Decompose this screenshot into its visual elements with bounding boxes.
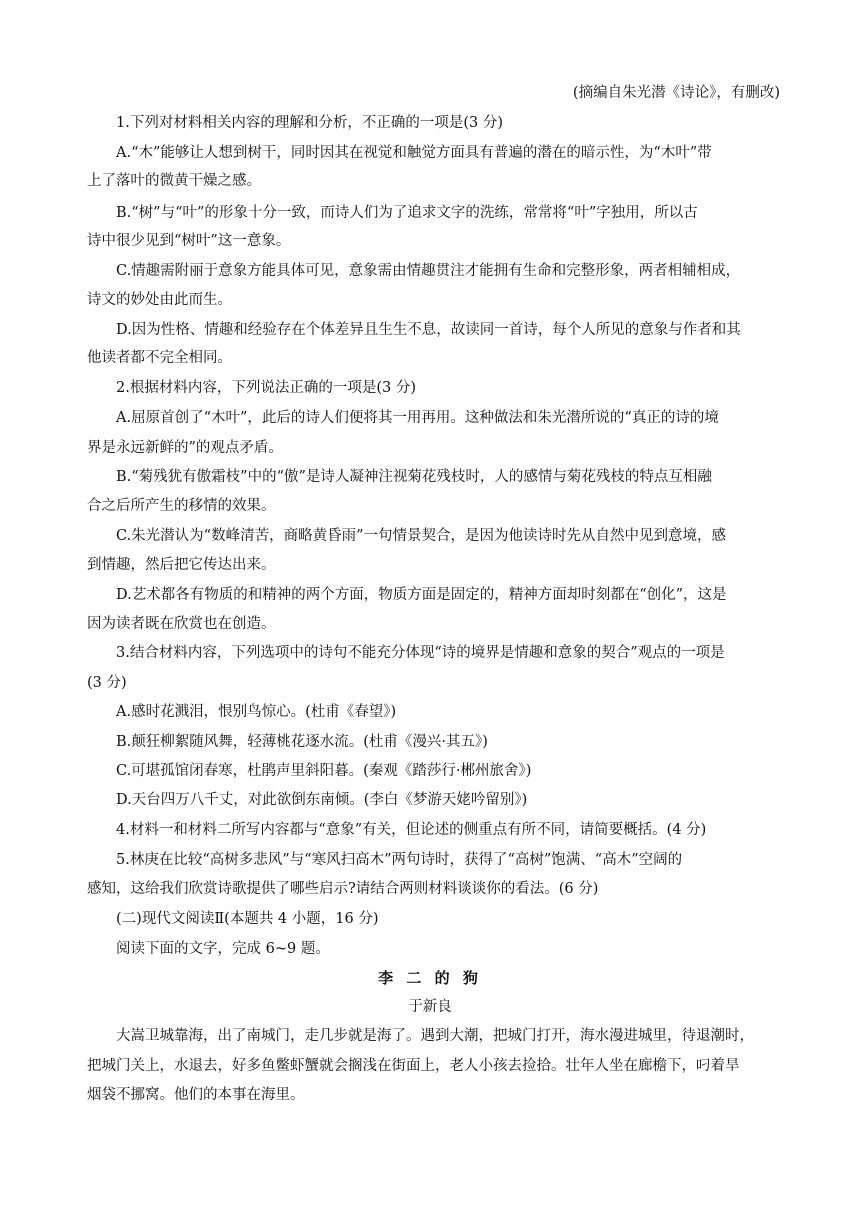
- section-instruction: 阅读下面的文字，完成 6~9 题。: [116, 941, 330, 957]
- q2-option-c-line1: C.朱光潜认为“数峰清苦，商略黄昏雨”一句情景契合，是因为他读诗时先从自然中见到意境，感: [116, 528, 727, 544]
- story-paragraph-line1: 大嵩卫城靠海，出了南城门，走几步就是海了。遇到大潮，把城门打开，海水漫进城里，待退潮时，: [116, 1028, 754, 1044]
- q3-option-c: C.可堪孤馆闭春寒，杜鹃声里斜阳暮。(秦观《踏莎行·郴州旅舍》): [116, 763, 532, 779]
- q1-option-c-line1: C.情趣需附丽于意象方能具体可见，意象需由情趣贯注才能拥有生命和完整形象，两者相辅相成，: [116, 263, 741, 279]
- q5-stem-line2: 感知，这给我们欣赏诗歌提供了哪些启示?请结合两则材料谈谈你的看法。(6 分): [87, 881, 599, 897]
- story-paragraph-line3: 烟袋不挪窝。他们的本事在海里。: [87, 1087, 305, 1103]
- q1-option-d-line1: D.因为性格、情趣和经验存在个体差异且生生不息，故读同一首诗，每个人所见的意象与作者和其: [116, 322, 741, 338]
- q1-option-a-line2: 上了落叶的微黄干燥之感。: [87, 173, 261, 189]
- q3-option-a: A.感时花溅泪，恨别鸟惊心。(杜甫《春望》): [116, 704, 397, 720]
- q3-stem-line1: 3.结合材料内容，下列选项中的诗句不能充分体现“诗的境界是情趣和意象的契合”观点的一项是: [116, 645, 725, 661]
- q3-stem-line2: (3 分): [87, 675, 127, 691]
- q2-option-d-line2: 因为读者既在欣赏也在创造。: [87, 616, 276, 632]
- q5-stem-line1: 5.林庚在比较“高树多悲风”与“寒风扫高木”两句诗时，获得了“高树”饱满、“高木”空阔的: [116, 852, 683, 868]
- story-title: 李 二 的 狗: [378, 969, 482, 987]
- q1-option-d-line2: 他读者都不完全相同。: [87, 350, 232, 366]
- source-note: (摘编自朱光潜《诗论》，有删改): [572, 85, 780, 101]
- story-author: 于新良: [408, 999, 452, 1015]
- q1-option-b-line1: B.“树”与“叶”的形象十分一致，而诗人们为了追求文字的洗练，常常将“叶”字独用，所以古: [116, 205, 698, 221]
- q2-option-c-line2: 到情趣，然后把它传达出来。: [87, 557, 276, 573]
- story-paragraph-line2: 把城门关上，水退去，好多鱼鳖虾蟹就会搁浅在街面上，老人小孩去捡拾。壮年人坐在廊檐下，叼着旱: [87, 1058, 740, 1074]
- section-heading: (二)现代文阅读Ⅱ(本题共 4 小题，16 分): [116, 911, 379, 927]
- q3-option-d: D.天台四万八千丈，对此欲倒东南倾。(李白《梦游天姥吟留别》): [116, 792, 528, 808]
- q2-option-b-line2: 合之后所产生的移情的效果。: [87, 498, 276, 514]
- q2-option-a-line1: A.屈原首创了“木叶”，此后的诗人们便将其一用再用。这种做法和朱光潜所说的“真正的诗的境: [116, 410, 719, 426]
- q1-stem: 1.下列对材料相关内容的理解和分析，不正确的一项是(3 分): [116, 115, 503, 131]
- q1-option-a-line1: A.“木”能够让人想到树干，同时因其在视觉和触觉方面具有普遍的潜在的暗示性，为“木叶”带: [116, 145, 712, 161]
- q2-option-a-line2: 界是永远新鲜的”的观点矛盾。: [87, 440, 283, 456]
- q1-option-c-line2: 诗文的妙处由此而生。: [87, 292, 232, 308]
- q2-option-d-line1: D.艺术都各有物质的和精神的两个方面，物质方面是固定的，精神方面却时刻都在“创化”，这是: [116, 587, 727, 603]
- q2-stem: 2.根据材料内容，下列说法正确的一项是(3 分): [116, 380, 416, 396]
- q2-option-b-line1: B.“菊残犹有傲霜枝”中的“傲”是诗人凝神注视菊花残枝时，人的感情与菊花残枝的特点互相融: [116, 469, 712, 485]
- q3-option-b: B.颠狂柳絮随风舞，轻薄桃花逐水流。(杜甫《漫兴·其五》): [116, 734, 488, 750]
- q4-stem: 4.材料一和材料二所写内容都与“意象”有关，但论述的侧重点有所不同，请简要概括。(4 分): [116, 822, 707, 838]
- q1-option-b-line2: 诗中很少见到“树叶”这一意象。: [87, 233, 291, 249]
